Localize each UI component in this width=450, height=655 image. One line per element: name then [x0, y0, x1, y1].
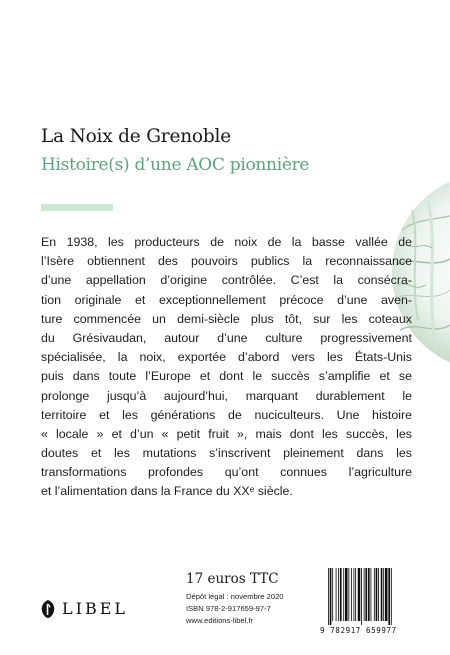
- barcode-bar: [332, 568, 333, 621]
- summary-line: doutes et les mutations s’inscrivent pleinement dans les: [41, 446, 412, 461]
- summary-line: puis dans toute l’Europe et dont le succès s’amplifie et se: [41, 369, 412, 384]
- barcode-bar: [378, 568, 379, 621]
- barcode-bar: [358, 568, 361, 621]
- summary-line: En 1938, les producteurs de noix de la basse vallée de: [41, 235, 412, 249]
- summary-line: territoire et les générations de nuciculteurs. Une histoire: [41, 407, 412, 422]
- barcode-bar: [328, 568, 329, 625]
- barcode-bar: [371, 568, 372, 621]
- barcode-bar: [388, 568, 390, 625]
- barcode-bar: [391, 568, 392, 625]
- isbn: ISBN 978-2-917659-97-7: [186, 604, 271, 613]
- summary-line: et l’alimentation dans la France du XXᵉ siècle.: [41, 484, 293, 499]
- barcode-bar: [355, 568, 356, 621]
- summary-line: ture commencée un demi-siècle plus tôt, sur les coteaux: [41, 311, 412, 326]
- summary-line: « locale » et d’un « petit fruit », mais dont les succès, les: [41, 426, 412, 441]
- barcode-bar: [365, 568, 367, 621]
- summary-line: prolonge jusqu’à aujourd’hui, marquant durablement le: [41, 388, 412, 403]
- barcode-bar: [336, 568, 337, 621]
- barcode-bar: [343, 568, 344, 621]
- barcode-bar: [338, 568, 339, 621]
- back-cover-summary: [41, 233, 412, 502]
- isbn-barcode: [326, 568, 418, 625]
- summary-line: d’une appellation d’origine contrôlée. C’est la consécra-: [41, 273, 412, 288]
- barcode-bar: [340, 568, 342, 621]
- barcode-bar: [364, 568, 365, 621]
- summary-line: tion originale et exceptionnellement précoce d’une aven-: [41, 292, 412, 307]
- barcode-bar: [374, 568, 375, 621]
- publisher-name: LIBEL: [62, 599, 129, 618]
- barcode-bar: [354, 568, 355, 621]
- barcode-bar: [351, 568, 352, 621]
- publisher-logo: [41, 599, 128, 618]
- barcode-bar: [330, 568, 332, 625]
- legal-deposit: Dépôt légal : novembre 2020: [186, 592, 284, 601]
- summary-line: l’Isère obtiennent des pouvoirs publics la reconnaissance: [41, 254, 412, 269]
- summary-line: transformations profondes qu’ont connues l’agriculture: [41, 465, 412, 480]
- book-title: La Noix de Grenoble: [41, 126, 231, 147]
- barcode-bar: [345, 568, 348, 621]
- book-subtitle: Histoire(s) d’une AOC pionnière: [41, 155, 310, 175]
- barcode-bar: [383, 568, 384, 621]
- barcode-bar: [368, 568, 370, 621]
- barcode-bar: [361, 568, 362, 625]
- barcode-bar: [381, 568, 383, 621]
- barcode-bar: [376, 568, 378, 621]
- barcode-bars: [326, 568, 418, 625]
- barcode-number: 9 782917 659977: [320, 626, 397, 635]
- website: www.editions-libel.fr: [186, 616, 254, 625]
- libel-leaf-icon: [41, 600, 55, 618]
- accent-rule: [41, 204, 113, 211]
- price: 17 euros TTC: [186, 571, 279, 587]
- summary-line: spécialisée, la noix, exportée d’abord vers les États-Unis: [41, 350, 412, 365]
- barcode-bar: [348, 568, 349, 621]
- barcode-bar: [385, 568, 388, 621]
- summary-line: du Grésivaudan, autour d’une culture progressivement: [41, 330, 412, 345]
